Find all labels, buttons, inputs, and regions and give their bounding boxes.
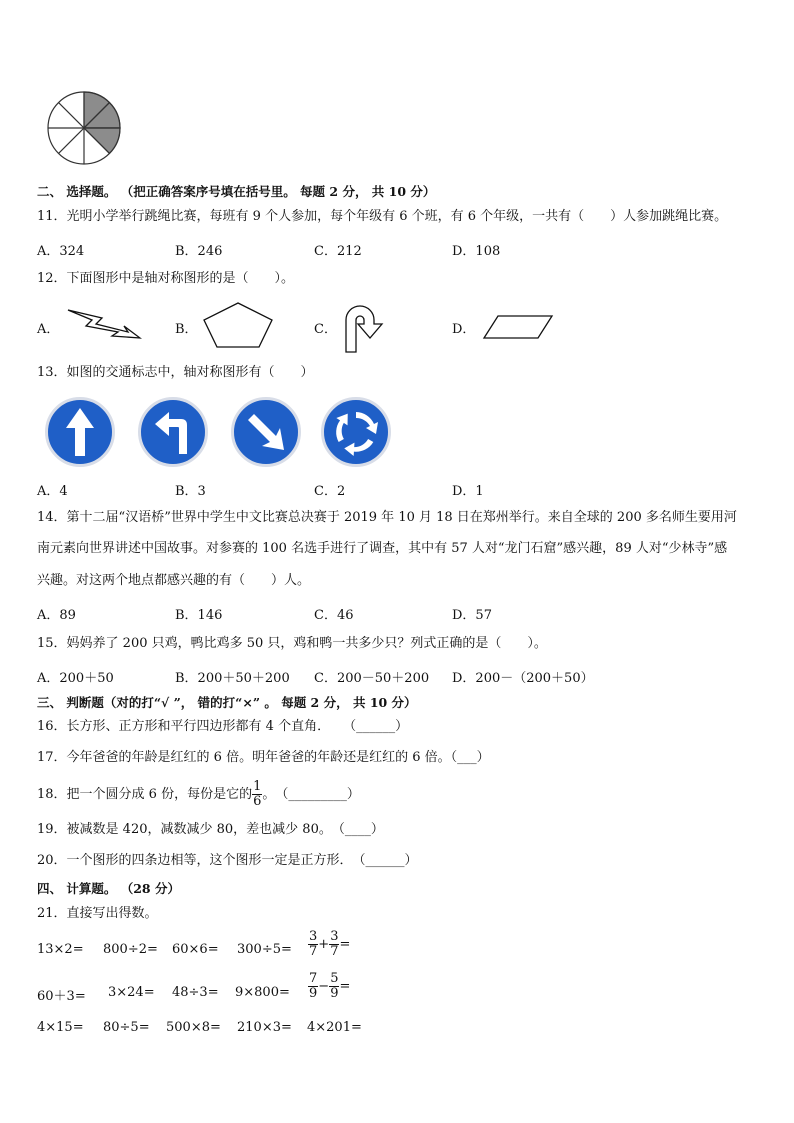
q18-fraction [252,780,262,809]
question-18 [37,780,360,809]
question-19: 19．被减数是 420，减数减少 80，差也减少 80。 （____） [37,822,384,837]
equals-sign: = [339,979,351,994]
q15-option-a[interactable]: A．200＋50 [37,671,114,686]
calc-item: 48÷3= [172,985,219,1000]
roundabout-sign-icon [321,397,391,467]
calc-item: 800÷2= [103,942,158,957]
q18-numerator: 1 [253,779,262,794]
calc-item: 300÷5= [237,942,292,957]
q13-option-b[interactable]: B．3 [175,484,206,499]
q11-option-d[interactable]: D．108 [452,244,501,259]
q12-option-c[interactable]: C． [314,322,337,337]
q13-option-d[interactable]: D．1 [452,484,484,499]
pentagon-shape-icon [201,300,275,350]
q13-option-a[interactable]: A．4 [37,484,68,499]
straight-arrow-sign-icon [45,397,115,467]
question-15: 15．妈妈养了 200 只鸡，鸭比鸡多 50 只，鸡和鸭一共多少只？列式正确的是（ ）。 [37,636,547,651]
calc-item: 60＋3= [37,989,86,1004]
question-17: 17．今年爸爸的年龄是红红的 6 倍。明年爸爸的年龄还是红红的 6 倍。（___） [37,750,490,765]
q14-option-c[interactable]: C．46 [314,608,354,623]
fraction-numerator: 3 [309,929,318,944]
lightning-shape-icon [66,306,142,344]
question-12: 12．下面图形中是轴对称图形的是（ ）。 [37,271,295,286]
section-4-title: 四、 计算题。 （28 分） [37,881,180,896]
operator: − [318,979,330,994]
q11-option-a[interactable]: A．324 [37,244,85,259]
q13-option-c[interactable]: C．2 [314,484,346,499]
question-21: 21．直接写出得数。 [37,906,158,921]
fraction-denominator: 7 [330,944,339,959]
question-20: 20．一个图形的四条边相等，这个图形一定是正方形． （______） [37,853,418,868]
q11-option-c[interactable]: C．212 [314,244,362,259]
q15-option-c[interactable]: C．200－50＋200 [314,671,430,686]
shaded-circle-figure [44,88,124,168]
q18-text-before: 18．把一个圆分成 6 份，每份是它的 [37,787,253,802]
section-3-title: 三、 判断题（对的打“√ ”， 错的打“×” 。 每题 2 分， 共 10 分） [37,695,417,710]
parallelogram-shape-icon [482,313,554,341]
section-2-title: 二、 选择题。 （把正确答案序号填在括号里。 每题 2 分， 共 10 分） [37,184,436,199]
diagonal-arrow-sign-icon [231,397,301,467]
question-14-line-1: 14．第十二届“汉语桥”世界中学生中文比赛总决赛于 2019 年 10 月 18 日在郑州举行。来自全球的 200 多名师生要用河 [37,510,737,525]
question-13: 13．如图的交通标志中，轴对称图形有（ ） [37,365,314,380]
q11-option-b[interactable]: B．246 [175,244,223,259]
calc-item: 3×24= [108,985,155,1000]
question-14-line-3: 兴趣。对这两个地点都感兴趣的有（ ）人。 [37,573,311,588]
q15-option-b[interactable]: B．200＋50＋200 [175,671,290,686]
left-turn-sign-icon [138,397,208,467]
question-16: 16．长方形、正方形和平行四边形都有 4 个直角． （______） [37,719,409,734]
fraction-numerator: 5 [330,971,339,986]
q14-option-d[interactable]: D．57 [452,608,492,623]
q14-option-a[interactable]: A．89 [37,608,76,623]
operator: + [318,937,330,952]
q15-option-d[interactable]: D．200－（200＋50） [452,671,594,686]
fraction-numerator: 7 [309,971,318,986]
calc-item: 60×6= [172,942,219,957]
q12-option-a[interactable]: A． [37,322,60,337]
fraction-denominator: 9 [330,986,339,1001]
q14-option-b[interactable]: B．146 [175,608,223,623]
calc-item: 4×15= [37,1020,84,1035]
fraction-numerator: 3 [330,929,339,944]
q18-text-after: 。 （_________） [262,787,360,802]
q12-option-b[interactable]: B． [175,322,198,337]
calc-item: 9×800= [235,985,290,1000]
equals-sign: = [339,937,351,952]
calc-item: 210×3= [237,1020,292,1035]
q12-option-d[interactable]: D． [452,322,476,337]
calc-item: 4×201= [307,1020,362,1035]
question-11: 11．光明小学举行跳绳比赛，每班有 9 个人参加，每个年级有 6 个班，有 6 个年级，一共有（ ）人参加跳绳比赛。 [37,209,728,224]
calc-fraction-difference [308,972,350,1001]
calc-item: 13×2= [37,942,84,957]
fraction-denominator: 7 [309,944,318,959]
calc-fraction-sum [308,930,350,959]
u-turn-arrow-shape-icon [342,302,398,354]
question-14-line-2: 南元素向世界讲述中国故事。对参赛的 100 名选手进行了调查，其中有 57 人对“龙门石窟”感兴趣，89 人对“少林寺”感 [37,541,728,556]
q18-denominator: 6 [253,794,262,809]
fraction-denominator: 9 [309,986,318,1001]
calc-item: 500×8= [166,1020,221,1035]
calc-item: 80÷5= [103,1020,150,1035]
